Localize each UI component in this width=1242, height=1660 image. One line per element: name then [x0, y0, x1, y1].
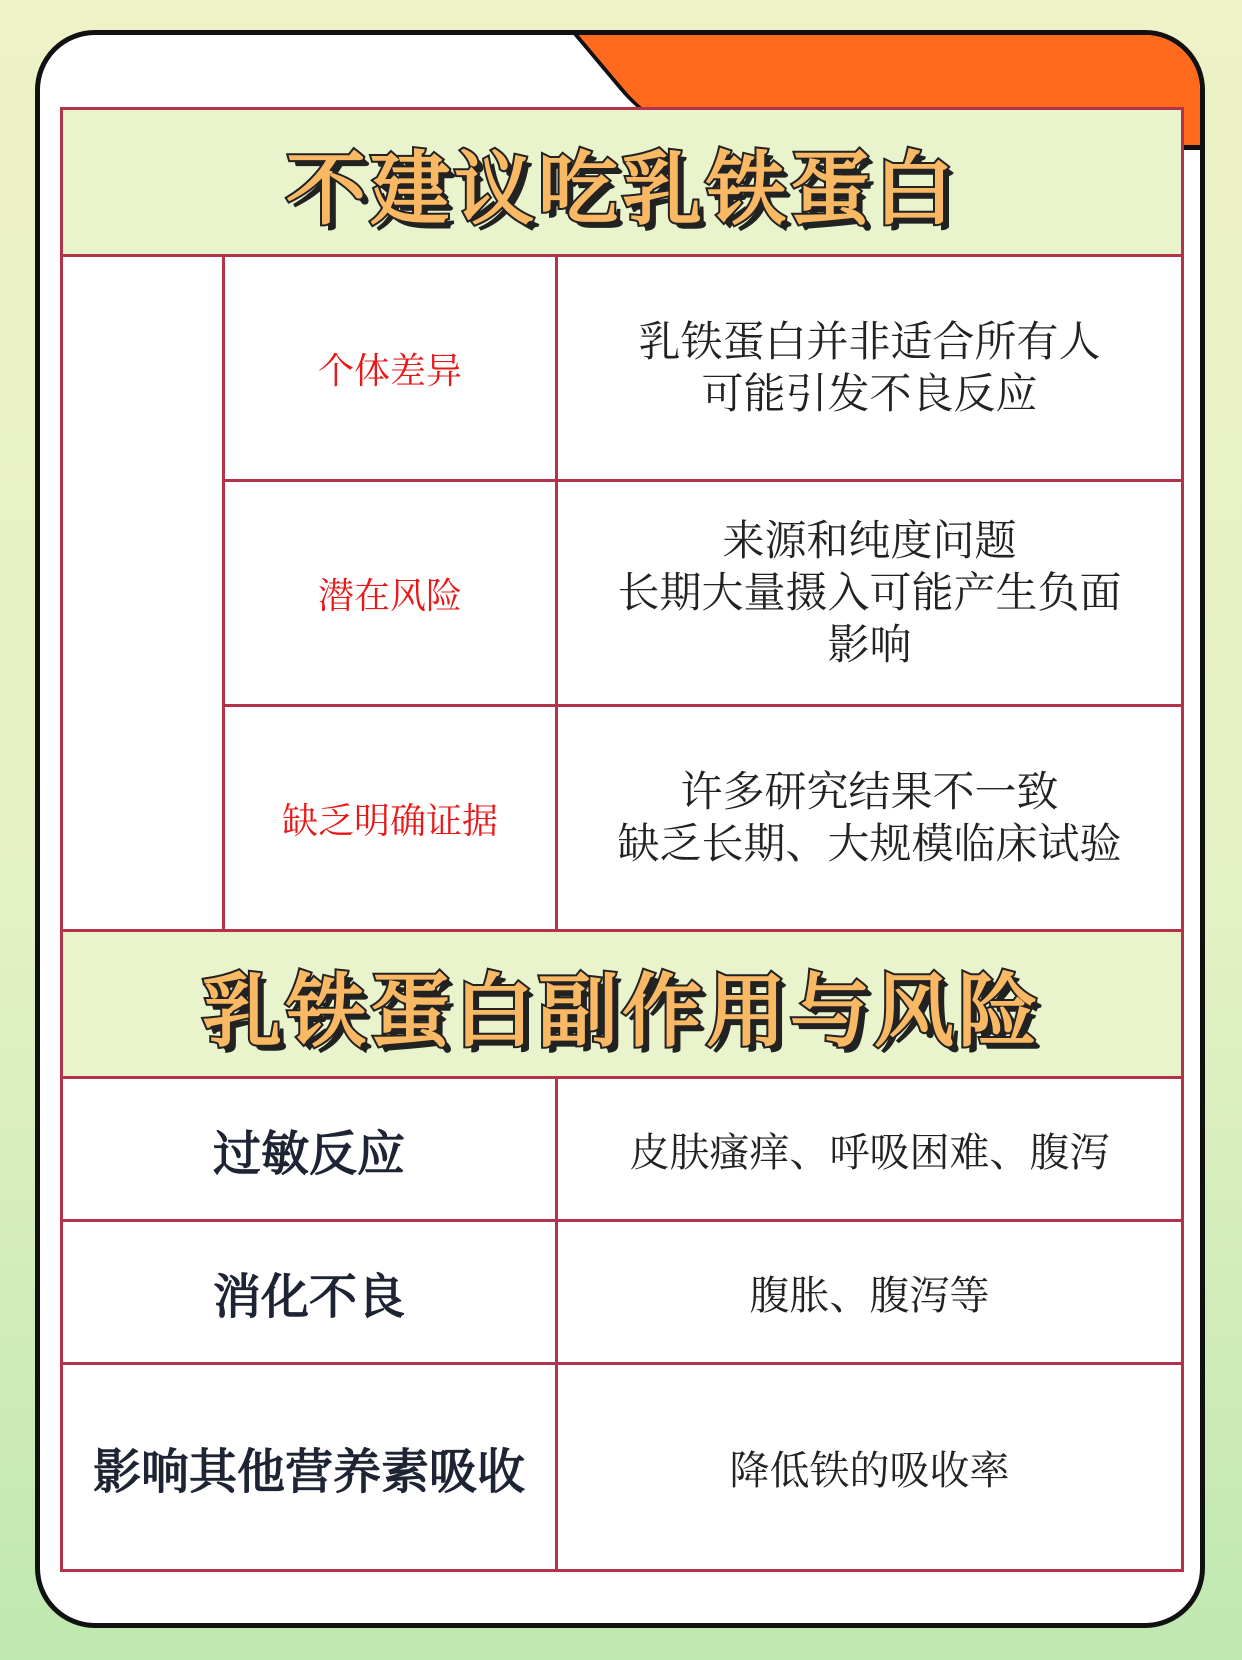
s2-row3-label: 影响其他营养素吸收 [92, 1443, 525, 1500]
content-table [60, 107, 1184, 1572]
row3-desc [617, 766, 1121, 870]
s2-row3-value-cell [558, 1365, 1181, 1569]
section1-header [63, 110, 1181, 257]
row3-line1: 许多研究结果不一致 [680, 767, 1059, 816]
s2-row1-value: 皮肤瘙痒、呼吸困难、腹泻 [629, 1129, 1110, 1176]
section2-header [63, 929, 1181, 1079]
empty-column [63, 257, 225, 929]
row3-line2: 缺乏长期、大规模临床试验 [617, 819, 1122, 868]
row2-label-cell [225, 482, 558, 707]
row1-line1: 乳铁蛋白并非适合所有人 [638, 317, 1101, 366]
card [35, 30, 1205, 1628]
section2-grid [63, 1079, 1181, 1569]
s2-row2-value: 腹胀、腹泻等 [749, 1272, 990, 1319]
s2-row1-label-cell [63, 1079, 558, 1222]
section1-title: 不建议吃乳铁蛋白 [286, 142, 958, 236]
row1-desc [638, 316, 1100, 420]
row3-label: 缺乏明确证据 [281, 800, 498, 842]
s2-row1-label: 过敏反应 [212, 1125, 405, 1182]
row1-desc-cell [558, 257, 1181, 482]
row2-line2: 长期大量摄入可能产生负面 [617, 568, 1122, 617]
s2-row3-label-cell [63, 1365, 558, 1569]
row3-desc-cell [558, 707, 1181, 929]
section2-title: 乳铁蛋白副作用与风险 [202, 964, 1042, 1058]
s2-row1-value-cell [558, 1079, 1181, 1222]
s2-row2-label-cell [63, 1222, 558, 1365]
section1-grid [63, 257, 1181, 929]
s2-row2-label: 消化不良 [212, 1268, 405, 1325]
s2-row2-value-cell [558, 1222, 1181, 1365]
row3-label-cell [225, 707, 558, 929]
row1-label-cell [225, 257, 558, 482]
row1-line2: 可能引发不良反应 [701, 369, 1038, 418]
row2-line1: 来源和纯度问题 [722, 516, 1017, 565]
row1-label: 个体差异 [317, 350, 462, 392]
row2-label: 潜在风险 [317, 575, 462, 617]
row2-desc [617, 515, 1121, 671]
s2-row3-value: 降低铁的吸收率 [729, 1447, 1010, 1494]
row2-desc-cell [558, 482, 1181, 707]
row2-line3: 影响 [827, 620, 912, 669]
